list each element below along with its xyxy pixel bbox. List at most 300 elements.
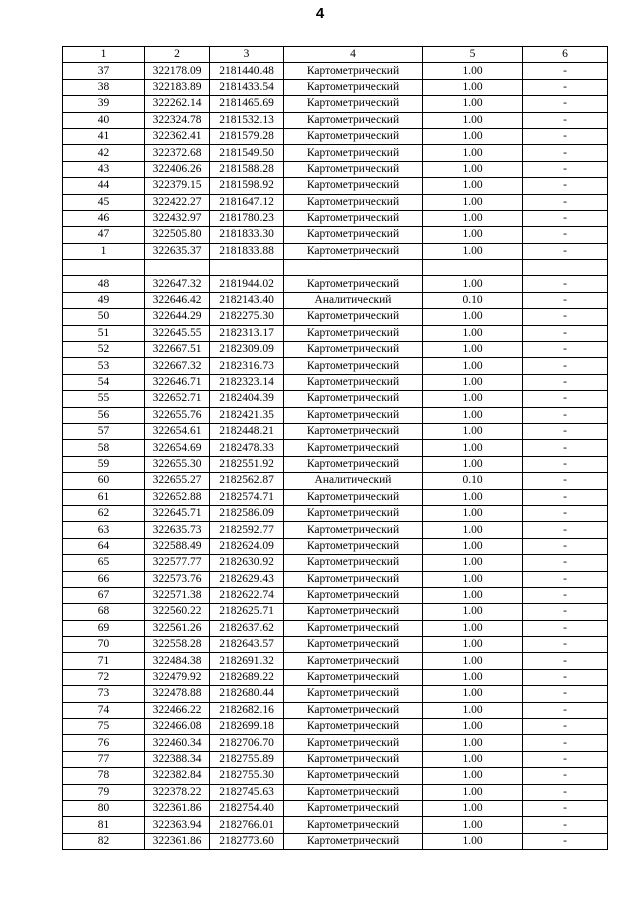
accuracy-cell: 1.00 — [423, 784, 523, 800]
accuracy-cell: 1.00 — [423, 96, 523, 112]
y-coordinate-cell: 2182755.89 — [210, 751, 284, 767]
method-cell: Картометрический — [284, 800, 423, 816]
method-cell: Картометрический — [284, 358, 423, 374]
note-cell: - — [523, 555, 608, 571]
accuracy-cell: 0.10 — [423, 292, 523, 308]
method-cell: Картометрический — [284, 96, 423, 112]
note-cell: - — [523, 423, 608, 439]
table-row — [63, 604, 608, 620]
point-number-cell: 56 — [63, 407, 145, 423]
table-row — [63, 161, 608, 177]
method-cell: Аналитический — [284, 473, 423, 489]
y-coordinate-cell: 2181944.02 — [210, 276, 284, 292]
note-cell: - — [523, 63, 608, 79]
point-number-cell: 79 — [63, 784, 145, 800]
accuracy-cell — [423, 260, 523, 276]
x-coordinate-cell: 322406.26 — [145, 161, 210, 177]
note-cell: - — [523, 538, 608, 554]
accuracy-cell: 1.00 — [423, 637, 523, 653]
table-row — [63, 325, 608, 341]
accuracy-cell: 1.00 — [423, 669, 523, 685]
note-cell: - — [523, 637, 608, 653]
note-cell: - — [523, 587, 608, 603]
table-body — [63, 63, 608, 850]
note-cell: - — [523, 128, 608, 144]
note-cell: - — [523, 112, 608, 128]
method-cell: Картометрический — [284, 571, 423, 587]
note-cell: - — [523, 456, 608, 472]
table-row — [63, 800, 608, 816]
method-cell: Картометрический — [284, 702, 423, 718]
x-coordinate-cell: 322178.09 — [145, 63, 210, 79]
method-cell: Картометрический — [284, 784, 423, 800]
y-coordinate-cell: 2182629.43 — [210, 571, 284, 587]
table-row — [63, 79, 608, 95]
table-row — [63, 768, 608, 784]
point-number-cell: 65 — [63, 555, 145, 571]
point-number-cell: 51 — [63, 325, 145, 341]
method-cell: Картометрический — [284, 817, 423, 833]
accuracy-cell: 1.00 — [423, 833, 523, 849]
x-coordinate-cell: 322324.78 — [145, 112, 210, 128]
note-cell: - — [523, 604, 608, 620]
table-row — [63, 440, 608, 456]
table-row — [63, 210, 608, 226]
accuracy-cell: 1.00 — [423, 604, 523, 620]
accuracy-cell: 1.00 — [423, 145, 523, 161]
note-cell: - — [523, 702, 608, 718]
y-coordinate-cell: 2181549.50 — [210, 145, 284, 161]
method-cell: Картометрический — [284, 227, 423, 243]
x-coordinate-cell: 322655.30 — [145, 456, 210, 472]
method-cell: Картометрический — [284, 489, 423, 505]
y-coordinate-cell: 2181532.13 — [210, 112, 284, 128]
point-number-cell: 58 — [63, 440, 145, 456]
accuracy-cell: 1.00 — [423, 686, 523, 702]
note-cell: - — [523, 522, 608, 538]
y-coordinate-cell: 2182551.92 — [210, 456, 284, 472]
note-cell: - — [523, 719, 608, 735]
method-cell: Картометрический — [284, 63, 423, 79]
note-cell: - — [523, 342, 608, 358]
y-coordinate-cell: 2181440.48 — [210, 63, 284, 79]
point-number-cell: 47 — [63, 227, 145, 243]
column-header-note: 6 — [523, 47, 608, 63]
method-cell: Картометрический — [284, 374, 423, 390]
x-coordinate-cell: 322382.84 — [145, 768, 210, 784]
point-number-cell: 49 — [63, 292, 145, 308]
table-row — [63, 128, 608, 144]
x-coordinate-cell: 322505.80 — [145, 227, 210, 243]
x-coordinate-cell: 322262.14 — [145, 96, 210, 112]
y-coordinate-cell: 2181833.88 — [210, 243, 284, 259]
point-number-cell: 44 — [63, 178, 145, 194]
method-cell: Картометрический — [284, 243, 423, 259]
table-row — [63, 391, 608, 407]
point-number-cell: 67 — [63, 587, 145, 603]
accuracy-cell: 1.00 — [423, 751, 523, 767]
point-number-cell: 69 — [63, 620, 145, 636]
note-cell: - — [523, 505, 608, 521]
x-coordinate-cell: 322645.55 — [145, 325, 210, 341]
method-cell: Картометрический — [284, 210, 423, 226]
note-cell: - — [523, 178, 608, 194]
point-number-cell: 53 — [63, 358, 145, 374]
method-cell: Картометрический — [284, 833, 423, 849]
x-coordinate-cell: 322379.15 — [145, 178, 210, 194]
y-coordinate-cell: 2181579.28 — [210, 128, 284, 144]
y-coordinate-cell: 2182309.09 — [210, 342, 284, 358]
table-row — [63, 227, 608, 243]
accuracy-cell: 1.00 — [423, 800, 523, 816]
note-cell: - — [523, 653, 608, 669]
note-cell: - — [523, 407, 608, 423]
method-cell: Картометрический — [284, 587, 423, 603]
point-number-cell: 76 — [63, 735, 145, 751]
x-coordinate-cell — [145, 260, 210, 276]
table-row — [63, 342, 608, 358]
y-coordinate-cell: 2181465.69 — [210, 96, 284, 112]
method-cell: Картометрический — [284, 456, 423, 472]
accuracy-cell: 1.00 — [423, 210, 523, 226]
method-cell: Картометрический — [284, 751, 423, 767]
table-row — [63, 637, 608, 653]
note-cell: - — [523, 751, 608, 767]
note-cell: - — [523, 735, 608, 751]
x-coordinate-cell: 322645.71 — [145, 505, 210, 521]
x-coordinate-cell: 322561.26 — [145, 620, 210, 636]
x-coordinate-cell: 322183.89 — [145, 79, 210, 95]
y-coordinate-cell: 2182622.74 — [210, 587, 284, 603]
x-coordinate-cell: 322466.22 — [145, 702, 210, 718]
point-number-cell: 45 — [63, 194, 145, 210]
y-coordinate-cell: 2182766.01 — [210, 817, 284, 833]
point-number-cell: 46 — [63, 210, 145, 226]
method-cell: Картометрический — [284, 391, 423, 407]
point-number-cell: 66 — [63, 571, 145, 587]
point-number-cell: 1 — [63, 243, 145, 259]
accuracy-cell: 1.00 — [423, 456, 523, 472]
table-row — [63, 653, 608, 669]
table-row — [63, 276, 608, 292]
note-cell: - — [523, 489, 608, 505]
method-cell: Картометрический — [284, 128, 423, 144]
accuracy-cell: 1.00 — [423, 79, 523, 95]
accuracy-cell: 1.00 — [423, 178, 523, 194]
note-cell: - — [523, 800, 608, 816]
method-cell: Картометрический — [284, 505, 423, 521]
accuracy-cell: 1.00 — [423, 423, 523, 439]
method-cell: Картометрический — [284, 669, 423, 685]
table-row — [63, 63, 608, 79]
method-cell: Картометрический — [284, 407, 423, 423]
point-number-cell: 75 — [63, 719, 145, 735]
method-cell: Картометрический — [284, 309, 423, 325]
accuracy-cell: 1.00 — [423, 555, 523, 571]
x-coordinate-cell: 322478.88 — [145, 686, 210, 702]
y-coordinate-cell: 2182699.18 — [210, 719, 284, 735]
note-cell: - — [523, 473, 608, 489]
point-number-cell: 48 — [63, 276, 145, 292]
table-row — [63, 407, 608, 423]
x-coordinate-cell: 322635.73 — [145, 522, 210, 538]
table-row — [63, 620, 608, 636]
y-coordinate-cell: 2181598.92 — [210, 178, 284, 194]
x-coordinate-cell: 322361.86 — [145, 833, 210, 849]
accuracy-cell: 1.00 — [423, 653, 523, 669]
point-number-cell: 39 — [63, 96, 145, 112]
y-coordinate-cell: 2182625.71 — [210, 604, 284, 620]
point-number-cell: 71 — [63, 653, 145, 669]
method-cell: Картометрический — [284, 161, 423, 177]
method-cell: Картометрический — [284, 342, 423, 358]
y-coordinate-cell: 2182448.21 — [210, 423, 284, 439]
y-coordinate-cell: 2181647.12 — [210, 194, 284, 210]
accuracy-cell: 1.00 — [423, 735, 523, 751]
x-coordinate-cell: 322361.86 — [145, 800, 210, 816]
method-cell: Картометрический — [284, 604, 423, 620]
x-coordinate-cell: 322652.71 — [145, 391, 210, 407]
table-row — [63, 719, 608, 735]
note-cell: - — [523, 391, 608, 407]
x-coordinate-cell: 322667.51 — [145, 342, 210, 358]
x-coordinate-cell: 322647.32 — [145, 276, 210, 292]
table-row — [63, 751, 608, 767]
point-number-cell: 70 — [63, 637, 145, 653]
accuracy-cell: 1.00 — [423, 358, 523, 374]
y-coordinate-cell: 2182562.87 — [210, 473, 284, 489]
accuracy-cell: 1.00 — [423, 407, 523, 423]
accuracy-cell: 1.00 — [423, 489, 523, 505]
note-cell: - — [523, 440, 608, 456]
table-row — [63, 686, 608, 702]
note-cell: - — [523, 768, 608, 784]
y-coordinate-cell: 2182637.62 — [210, 620, 284, 636]
note-cell: - — [523, 833, 608, 849]
point-number-cell: 37 — [63, 63, 145, 79]
accuracy-cell: 1.00 — [423, 161, 523, 177]
point-number-cell: 74 — [63, 702, 145, 718]
y-coordinate-cell: 2182682.16 — [210, 702, 284, 718]
point-number-cell: 60 — [63, 473, 145, 489]
x-coordinate-cell: 322362.41 — [145, 128, 210, 144]
table-row — [63, 669, 608, 685]
y-coordinate-cell: 2181433.54 — [210, 79, 284, 95]
table-row — [63, 96, 608, 112]
note-cell: - — [523, 161, 608, 177]
point-number-cell: 78 — [63, 768, 145, 784]
y-coordinate-cell: 2182754.40 — [210, 800, 284, 816]
note-cell: - — [523, 309, 608, 325]
method-cell: Картометрический — [284, 112, 423, 128]
y-coordinate-cell: 2182404.39 — [210, 391, 284, 407]
note-cell — [523, 260, 608, 276]
x-coordinate-cell: 322422.27 — [145, 194, 210, 210]
x-coordinate-cell: 322363.94 — [145, 817, 210, 833]
x-coordinate-cell: 322667.32 — [145, 358, 210, 374]
x-coordinate-cell: 322558.28 — [145, 637, 210, 653]
table-row — [63, 292, 608, 308]
note-cell: - — [523, 79, 608, 95]
note-cell: - — [523, 686, 608, 702]
accuracy-cell: 1.00 — [423, 538, 523, 554]
point-number-cell: 52 — [63, 342, 145, 358]
y-coordinate-cell: 2182421.35 — [210, 407, 284, 423]
x-coordinate-cell: 322466.08 — [145, 719, 210, 735]
table-row — [63, 571, 608, 587]
note-cell: - — [523, 817, 608, 833]
table-row — [63, 735, 608, 751]
y-coordinate-cell: 2181588.28 — [210, 161, 284, 177]
table-row — [63, 260, 608, 276]
accuracy-cell: 1.00 — [423, 227, 523, 243]
x-coordinate-cell: 322654.69 — [145, 440, 210, 456]
note-cell: - — [523, 292, 608, 308]
y-coordinate-cell: 2182691.32 — [210, 653, 284, 669]
y-coordinate-cell: 2182680.44 — [210, 686, 284, 702]
point-number-cell: 50 — [63, 309, 145, 325]
method-cell: Картометрический — [284, 768, 423, 784]
table-row — [63, 145, 608, 161]
x-coordinate-cell: 322479.92 — [145, 669, 210, 685]
table-row — [63, 817, 608, 833]
x-coordinate-cell: 322577.77 — [145, 555, 210, 571]
table-row — [63, 309, 608, 325]
x-coordinate-cell: 322652.88 — [145, 489, 210, 505]
y-coordinate-cell: 2182592.77 — [210, 522, 284, 538]
table-row — [63, 555, 608, 571]
method-cell: Картометрический — [284, 555, 423, 571]
method-cell: Картометрический — [284, 325, 423, 341]
x-coordinate-cell: 322654.61 — [145, 423, 210, 439]
y-coordinate-cell: 2182574.71 — [210, 489, 284, 505]
accuracy-cell: 1.00 — [423, 719, 523, 735]
x-coordinate-cell: 322573.76 — [145, 571, 210, 587]
point-number-cell: 61 — [63, 489, 145, 505]
note-cell: - — [523, 145, 608, 161]
method-cell: Картометрический — [284, 686, 423, 702]
method-cell: Картометрический — [284, 194, 423, 210]
table-row — [63, 833, 608, 849]
accuracy-cell: 1.00 — [423, 63, 523, 79]
x-coordinate-cell: 322560.22 — [145, 604, 210, 620]
accuracy-cell: 1.00 — [423, 587, 523, 603]
table-row — [63, 538, 608, 554]
point-number-cell: 81 — [63, 817, 145, 833]
y-coordinate-cell: 2181780.23 — [210, 210, 284, 226]
accuracy-cell: 0.10 — [423, 473, 523, 489]
note-cell: - — [523, 669, 608, 685]
x-coordinate-cell: 322432.97 — [145, 210, 210, 226]
method-cell: Картометрический — [284, 719, 423, 735]
note-cell: - — [523, 210, 608, 226]
accuracy-cell: 1.00 — [423, 112, 523, 128]
y-coordinate-cell: 2182745.63 — [210, 784, 284, 800]
accuracy-cell: 1.00 — [423, 571, 523, 587]
x-coordinate-cell: 322388.34 — [145, 751, 210, 767]
table-row — [63, 374, 608, 390]
method-cell: Картометрический — [284, 735, 423, 751]
y-coordinate-cell: 2182313.17 — [210, 325, 284, 341]
y-coordinate-cell: 2182323.14 — [210, 374, 284, 390]
y-coordinate-cell: 2182478.33 — [210, 440, 284, 456]
table-row — [63, 505, 608, 521]
point-number-cell: 63 — [63, 522, 145, 538]
point-number-cell: 73 — [63, 686, 145, 702]
point-number-cell: 42 — [63, 145, 145, 161]
accuracy-cell: 1.00 — [423, 309, 523, 325]
accuracy-cell: 1.00 — [423, 817, 523, 833]
accuracy-cell: 1.00 — [423, 374, 523, 390]
note-cell: - — [523, 276, 608, 292]
accuracy-cell: 1.00 — [423, 194, 523, 210]
x-coordinate-cell: 322372.68 — [145, 145, 210, 161]
page-number: 4 — [315, 5, 325, 22]
method-cell: Картометрический — [284, 276, 423, 292]
x-coordinate-cell: 322646.42 — [145, 292, 210, 308]
method-cell: Картометрический — [284, 653, 423, 669]
note-cell: - — [523, 620, 608, 636]
x-coordinate-cell: 322378.22 — [145, 784, 210, 800]
x-coordinate-cell: 322571.38 — [145, 587, 210, 603]
accuracy-cell: 1.00 — [423, 243, 523, 259]
y-coordinate-cell — [210, 260, 284, 276]
note-cell: - — [523, 571, 608, 587]
point-number-cell: 64 — [63, 538, 145, 554]
accuracy-cell: 1.00 — [423, 440, 523, 456]
accuracy-cell: 1.00 — [423, 128, 523, 144]
coordinates-table — [62, 46, 608, 850]
y-coordinate-cell: 2182275.30 — [210, 309, 284, 325]
accuracy-cell: 1.00 — [423, 768, 523, 784]
method-cell: Картометрический — [284, 423, 423, 439]
y-coordinate-cell: 2182755.30 — [210, 768, 284, 784]
column-header-accuracy: 5 — [423, 47, 523, 63]
point-number-cell: 55 — [63, 391, 145, 407]
note-cell: - — [523, 227, 608, 243]
y-coordinate-cell: 2182773.60 — [210, 833, 284, 849]
note-cell: - — [523, 325, 608, 341]
method-cell: Картометрический — [284, 522, 423, 538]
column-header-x-coordinate: 2 — [145, 47, 210, 63]
method-cell: Аналитический — [284, 292, 423, 308]
method-cell: Картометрический — [284, 620, 423, 636]
x-coordinate-cell: 322484.38 — [145, 653, 210, 669]
x-coordinate-cell: 322646.71 — [145, 374, 210, 390]
table-row — [63, 423, 608, 439]
method-cell: Картометрический — [284, 79, 423, 95]
x-coordinate-cell: 322460.34 — [145, 735, 210, 751]
y-coordinate-cell: 2181833.30 — [210, 227, 284, 243]
table-row — [63, 456, 608, 472]
point-number-cell: 43 — [63, 161, 145, 177]
note-cell: - — [523, 243, 608, 259]
y-coordinate-cell: 2182143.40 — [210, 292, 284, 308]
accuracy-cell: 1.00 — [423, 342, 523, 358]
y-coordinate-cell: 2182689.22 — [210, 669, 284, 685]
accuracy-cell: 1.00 — [423, 325, 523, 341]
column-header-y-coordinate: 3 — [210, 47, 284, 63]
point-number-cell: 59 — [63, 456, 145, 472]
method-cell: Картометрический — [284, 178, 423, 194]
table-row — [63, 702, 608, 718]
table-row — [63, 473, 608, 489]
note-cell: - — [523, 96, 608, 112]
accuracy-cell: 1.00 — [423, 276, 523, 292]
table-row — [63, 178, 608, 194]
point-number-cell — [63, 260, 145, 276]
table-row — [63, 587, 608, 603]
